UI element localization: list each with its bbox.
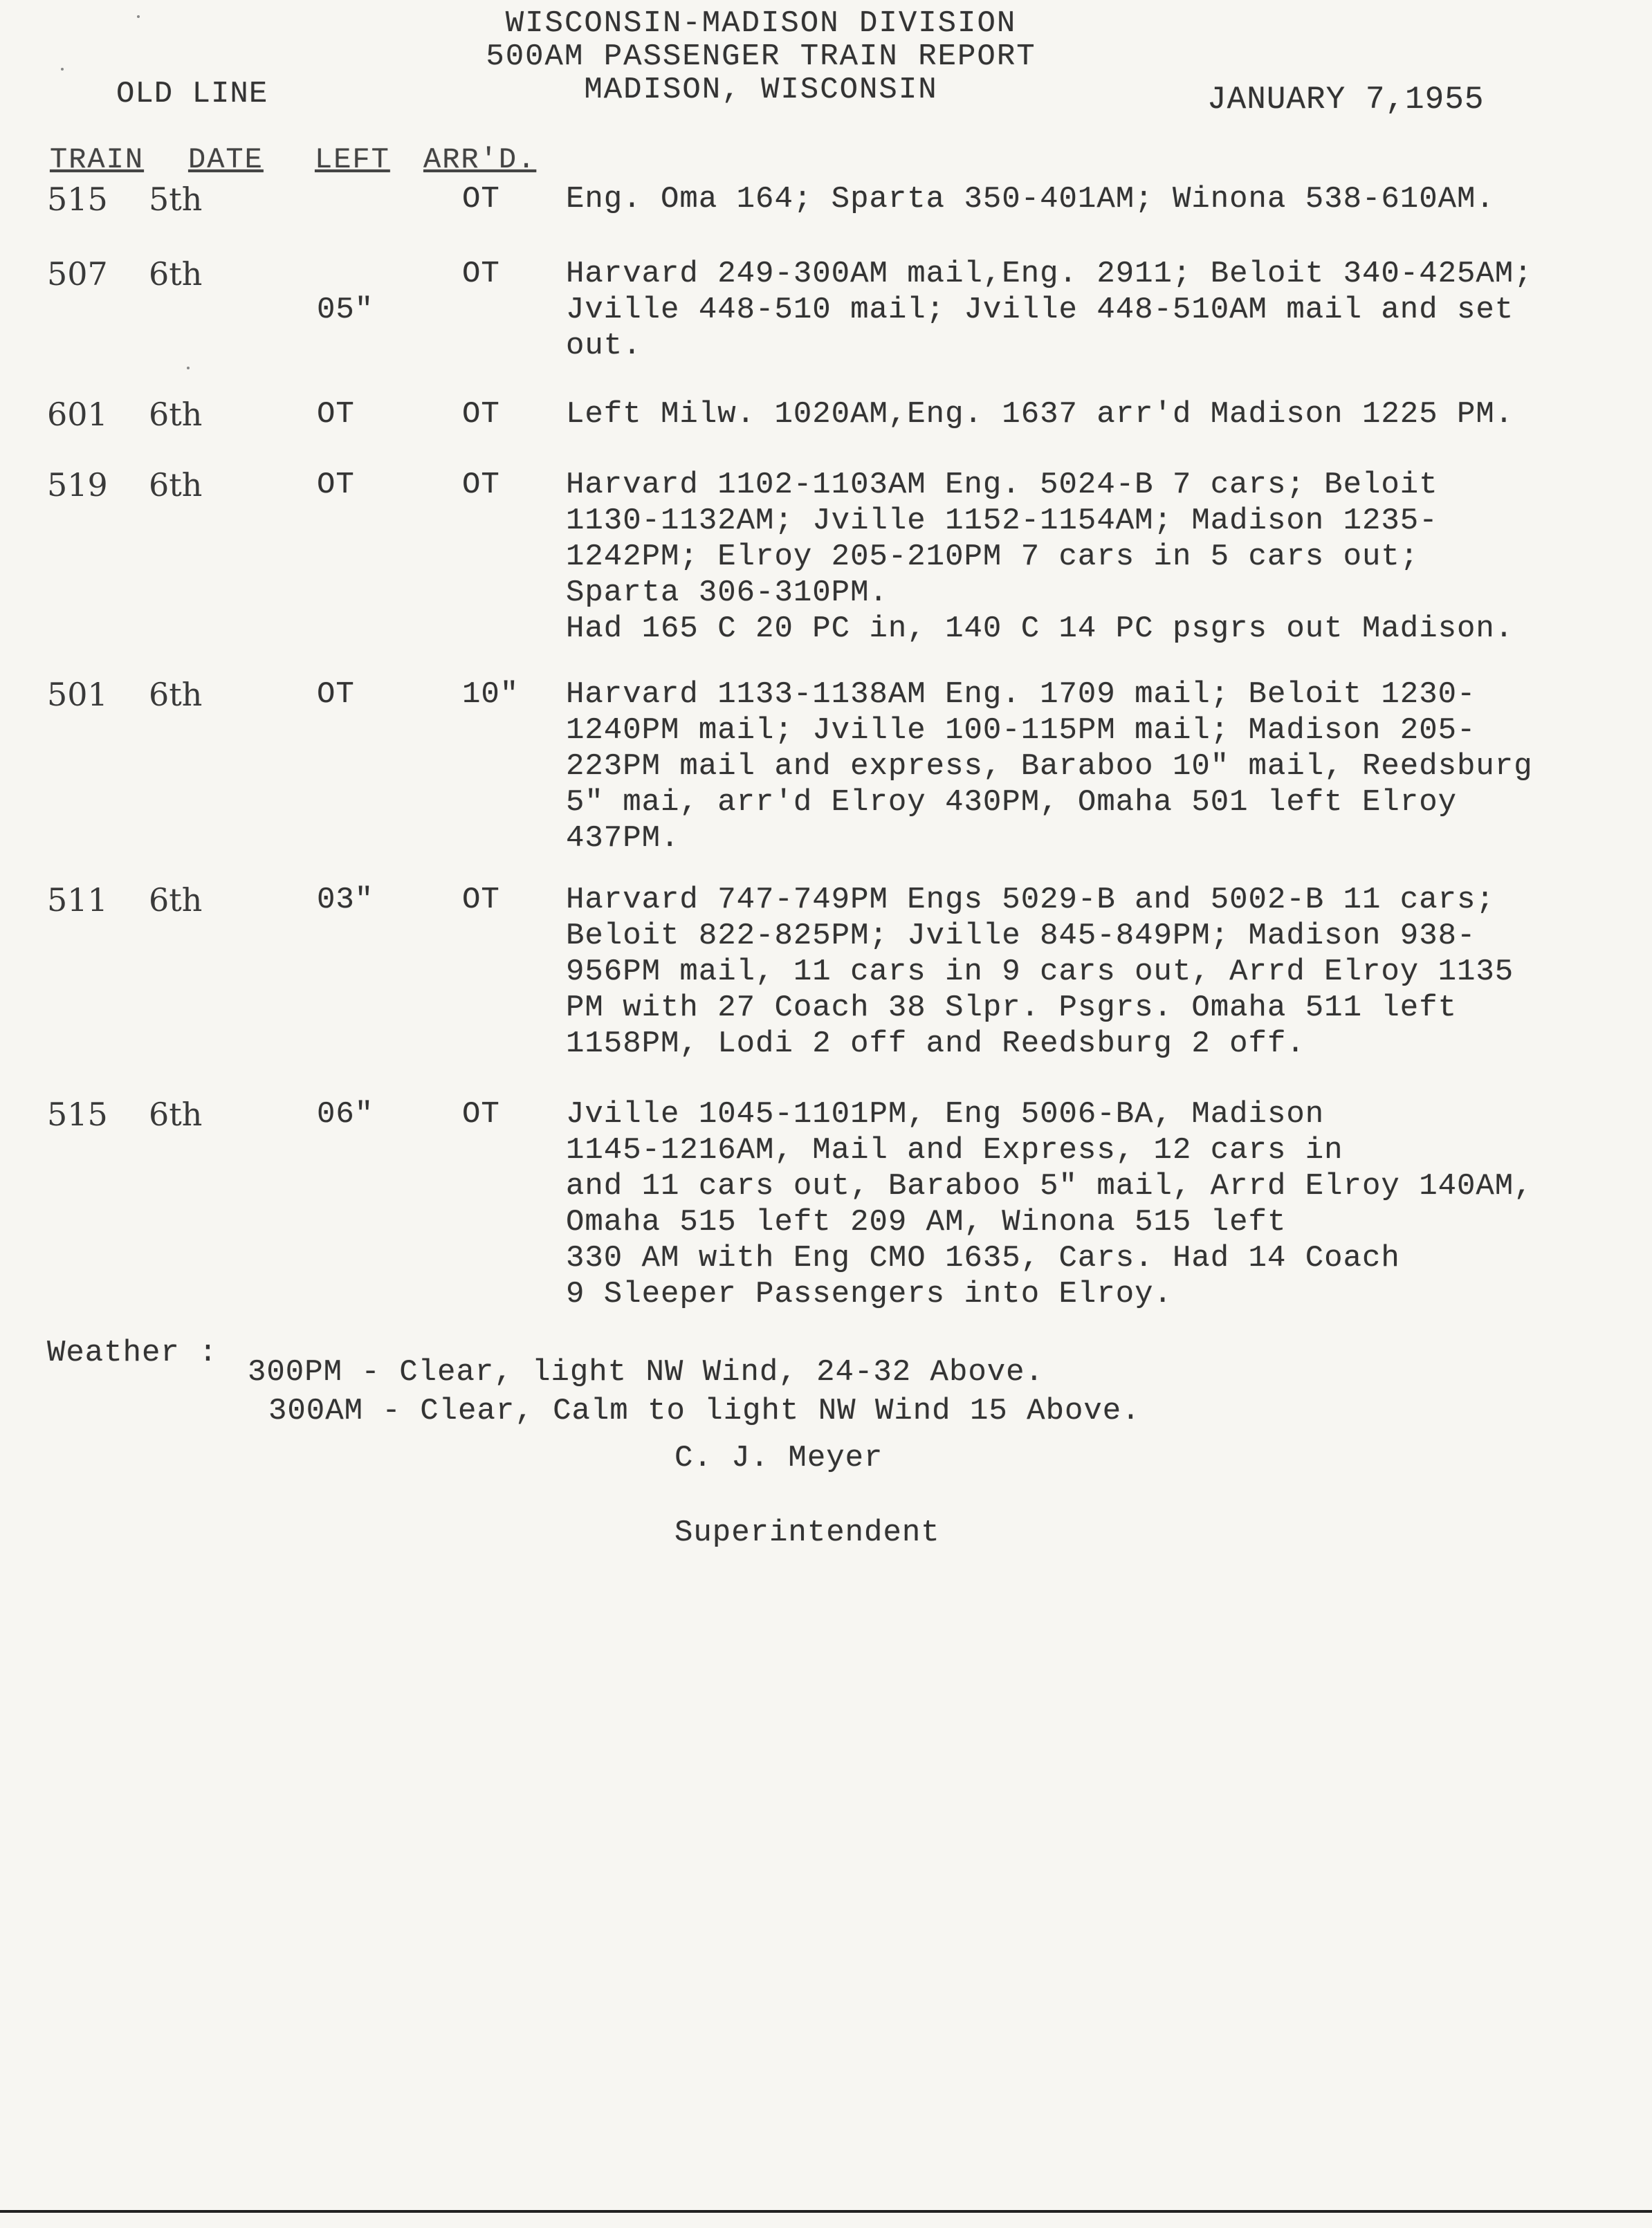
train-number: 515: [47, 1096, 108, 1133]
train-number: 507: [47, 255, 108, 293]
train-remarks: Eng. Oma 164; Sparta 350-401AM; Winona 538-610AM.: [566, 182, 1495, 217]
train-remarks: Left Milw. 1020AM,Eng. 1637 arr'd Madison 1225 PM.: [566, 397, 1514, 432]
arrival-status: OT: [462, 257, 500, 291]
train-remarks: Harvard 1102-1103AM Eng. 5024-B 7 cars; Beloit 1130-1132AM; Jville 1152-1154AM; Madison 1235- 1242PM; Elroy 205-210PM 7 cars in 5 cars out; Sparta 306-310PM. Had 165 C 20 PC in, 140 C 14 PC psgrs out Madison.: [566, 468, 1514, 646]
train-number: 511: [47, 881, 108, 919]
left-delay: 05": [317, 293, 374, 327]
train-date: 6th: [149, 676, 203, 713]
report-header: [415, 7, 1107, 107]
left-delay: OT: [317, 397, 355, 432]
train-date: 6th: [149, 881, 203, 919]
paper-speck: [61, 68, 64, 71]
train-date: 6th: [149, 1096, 203, 1133]
page-bottom-edge: [0, 2210, 1652, 2213]
left-delay: OT: [317, 468, 355, 502]
train-remarks: Jville 1045-1101PM, Eng 5006-BA, Madison 1145-1216AM, Mail and Express, 12 cars in and 11 cars out, Baraboo 5" mail, Arrd Elroy 140AM, Omaha 515 left 209 AM, Winona 515 left 330 AM with Eng CMO 1635, Cars. Had 14 Coach 9 Sleeper Passengers into Elroy.: [566, 1097, 1533, 1311]
train-number: 519: [47, 466, 108, 504]
arrival-status: OT: [462, 397, 500, 432]
column-header-arrived: ARR'D.: [423, 143, 537, 176]
report-date: JANUARY 7,1955: [1207, 82, 1485, 118]
arrival-status: OT: [462, 182, 500, 217]
train-date: 6th: [149, 255, 203, 293]
arrival-status: OT: [462, 1097, 500, 1132]
left-delay: OT: [317, 677, 355, 712]
train-date: 6th: [149, 466, 203, 504]
train-number: 601: [47, 396, 108, 433]
header-location: MADISON, WISCONSIN: [584, 73, 938, 107]
old-line-label: OLD LINE: [116, 77, 268, 111]
weather-morning: 300AM - Clear, Calm to light NW Wind 15 Above.: [268, 1394, 1141, 1428]
weather-label: Weather :: [47, 1336, 218, 1370]
arrival-status: OT: [462, 883, 500, 917]
column-header-date: DATE: [188, 143, 264, 176]
signature-title: Superintendent: [674, 1516, 940, 1550]
header-report-title: 500AM PASSENGER TRAIN REPORT: [486, 39, 1036, 74]
header-division: WISCONSIN-MADISON DIVISION: [505, 6, 1017, 41]
train-number: 515: [47, 181, 108, 218]
paper-speck: [137, 15, 140, 18]
train-remarks: Harvard 1133-1138AM Eng. 1709 mail; Beloit 1230- 1240PM mail; Jville 100-115PM mail; Madison 205- 223PM mail and express, Baraboo 10" mail, Reedsburg 5" mai, arr'd Elroy 430PM, Omaha 501 left Elroy 437PM.: [566, 677, 1533, 856]
left-delay: 03": [317, 883, 374, 917]
signature-name: C. J. Meyer: [674, 1441, 883, 1475]
arrival-status: OT: [462, 468, 500, 502]
paper-speck: [187, 367, 190, 369]
train-date: 6th: [149, 396, 203, 433]
weather-afternoon: 300PM - Clear, light NW Wind, 24-32 Above.: [248, 1355, 1044, 1390]
train-remarks: Harvard 249-300AM mail,Eng. 2911; Beloit 340-425AM; Jville 448-510 mail; Jville 448-510AM mail and set out.: [566, 257, 1533, 363]
train-number: 501: [47, 676, 108, 713]
left-delay: 06": [317, 1097, 374, 1132]
column-header-train: TRAIN: [50, 143, 145, 176]
arrival-status: 10": [462, 677, 520, 712]
column-header-left: LEFT: [315, 143, 390, 176]
train-date: 5th: [149, 181, 203, 218]
train-remarks: Harvard 747-749PM Engs 5029-B and 5002-B 11 cars; Beloit 822-825PM; Jville 845-849PM; Madison 938- 956PM mail, 11 cars in 9 cars out, Arrd Elroy 1135 PM with 27 Coach 38 Slpr. Psgrs. Omaha 511 left 1158PM, Lodi 2 off and Reedsburg 2 off.: [566, 883, 1514, 1061]
